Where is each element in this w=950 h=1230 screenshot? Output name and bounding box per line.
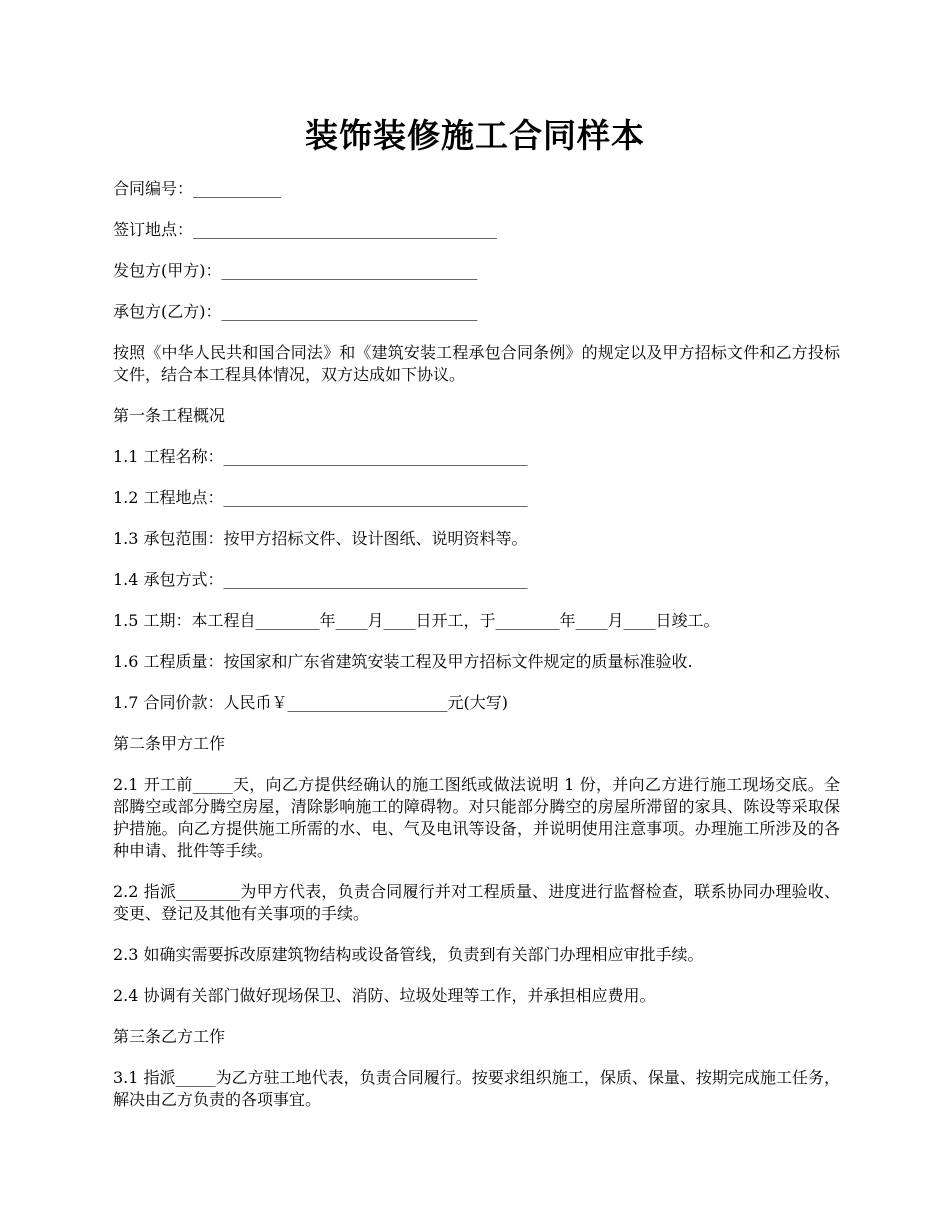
- section-heading-3: 第三条乙方工作: [113, 1027, 226, 1046]
- clause-2-2: 2.2 指派________为甲方代表，负责合同履行并对工程质量、进度进行监督检查，联系协同办理验收、变更、登记及其他有关事项的手续。: [113, 882, 840, 923]
- clause-1-1: 1.1 工程名称：______________________________________: [113, 447, 528, 466]
- clause-1-6: 1.6 工程质量：按国家和广东省建筑安装工程及甲方招标文件规定的质量标准验收.: [113, 652, 693, 671]
- clause-1-7: 1.7 合同价款：人民币￥____________________元(大写): [113, 693, 509, 712]
- clause-2-4: 2.4 协调有关部门做好现场保卫、消防、垃圾处理等工作，并承担相应费用。: [113, 986, 656, 1005]
- party-a-line: 发包方(甲方)：________________________________: [113, 261, 478, 280]
- section-heading-1: 第一条工程概况: [113, 406, 226, 425]
- clause-1-2: 1.2 工程地点：______________________________________: [113, 488, 528, 507]
- clause-1-5: 1.5 工期：本工程自________年____月____日开工，于________年____月____日竣工。: [113, 611, 720, 630]
- document-body: [113, 178, 840, 1130]
- preamble-paragraph: 按照《中华人民共和国合同法》和《建筑安装工程承包合同条例》的规定以及甲方招标文件和乙方投标文件，结合本工程具体情况，双方达成如下协议。: [113, 343, 840, 384]
- document-title: 装饰装修施工合同样本: [305, 116, 645, 155]
- contract-number-line: 合同编号：___________: [113, 179, 282, 198]
- clause-1-4: 1.4 承包方式：______________________________________: [113, 570, 528, 589]
- clause-1-3: 1.3 承包范围：按甲方招标文件、设计图纸、说明资料等。: [113, 529, 528, 548]
- section-heading-2: 第二条甲方工作: [113, 734, 226, 753]
- signing-place-line: 签订地点：______________________________________: [113, 220, 498, 239]
- clause-2-3: 2.3 如确实需要拆改原建筑物结构或设备管线，负责到有关部门办理相应审批手续。: [113, 945, 704, 964]
- party-b-line: 承包方(乙方)：________________________________: [113, 302, 478, 321]
- clause-2-1: 2.1 开工前_____天，向乙方提供经确认的施工图纸或做法说明 1 份，并向乙方进行施工现场交底。全部腾空或部分腾空房屋，清除影响施工的障碍物。对只能部分腾空的房屋所滞留的家具、陈设等采取保护措施。向乙方提供施工所需的水、电、气及电讯等设备，并说明使用注意事项。办理施工所涉及的各种申请、批件等手续。: [113, 775, 840, 860]
- clause-3-1: 3.1 指派_____为乙方驻工地代表，负责合同履行。按要求组织施工，保质、保量、按期完成施工任务，解决由乙方负责的各项事宜。: [113, 1068, 840, 1109]
